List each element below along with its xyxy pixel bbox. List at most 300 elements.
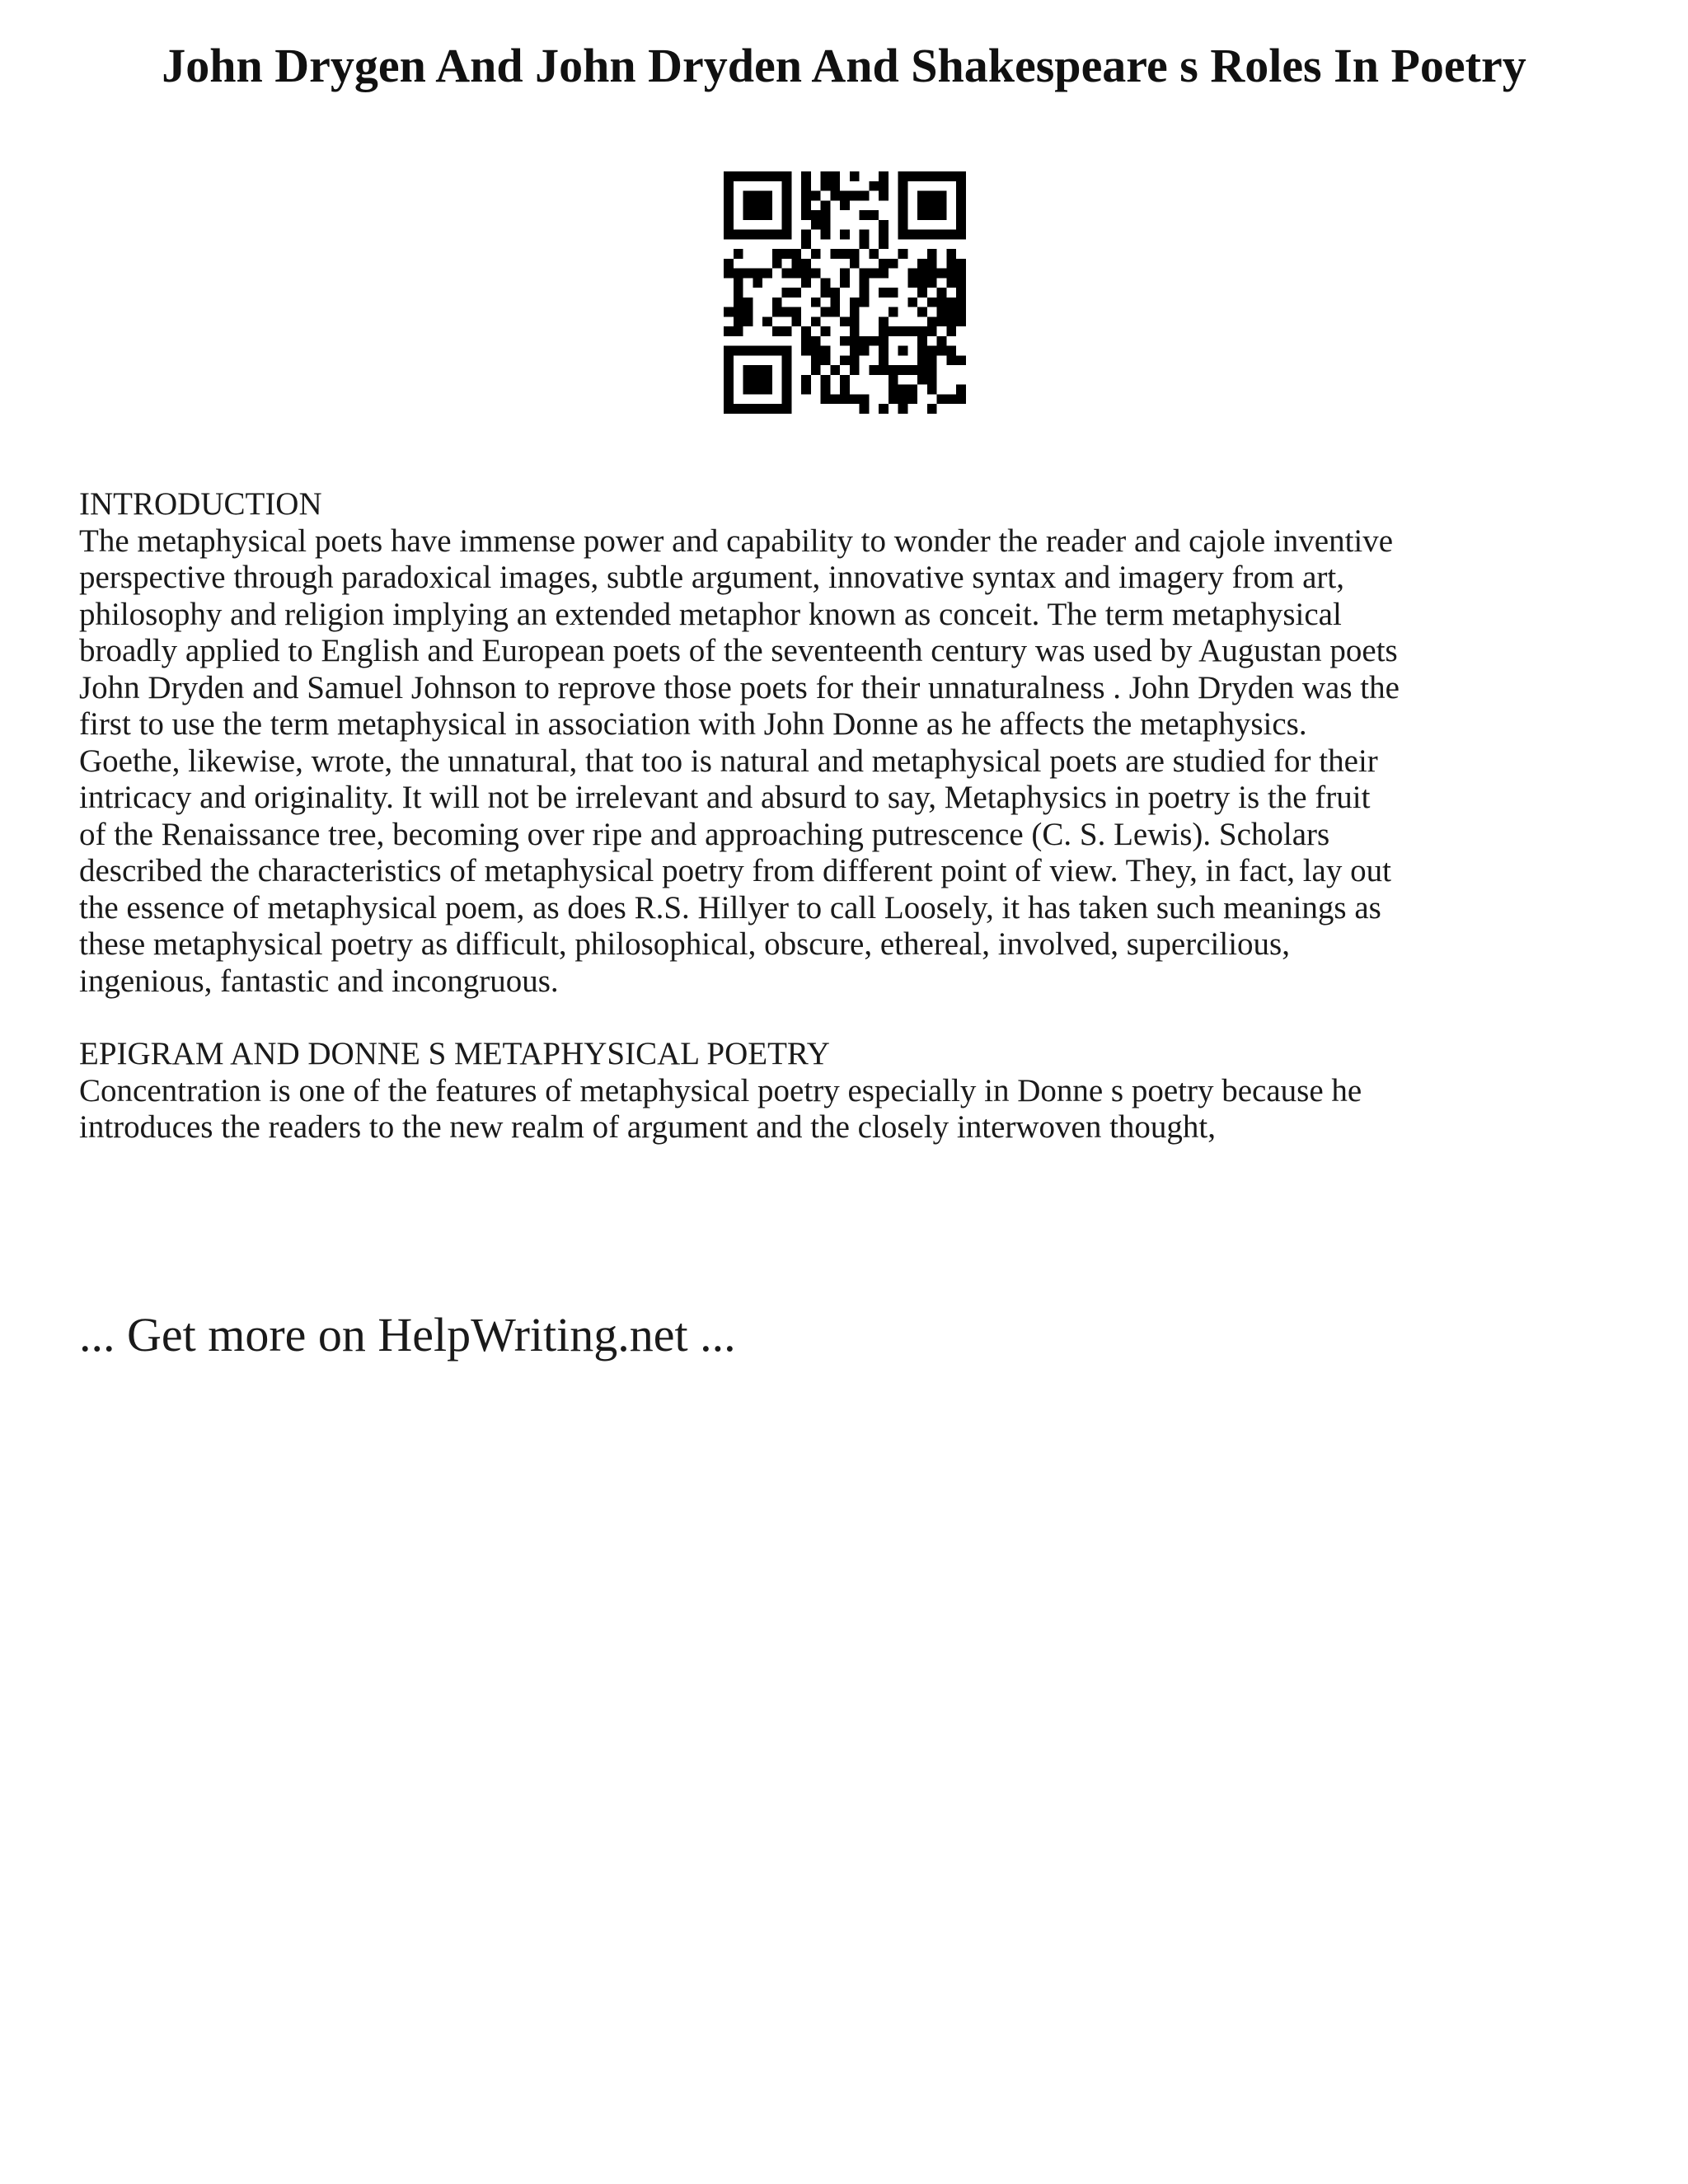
qr-module — [762, 171, 772, 181]
qr-module — [762, 375, 772, 385]
qr-module — [907, 326, 917, 336]
qr-module — [879, 336, 889, 346]
qr-module — [956, 171, 966, 181]
qr-module — [753, 404, 762, 414]
qr-module — [734, 249, 743, 259]
qr-module — [743, 404, 753, 414]
qr-module — [946, 171, 956, 181]
paragraph-line: Goethe, likewise, wrote, the unnatural, that too is natural and metaphysical poets are studied for their — [79, 743, 1378, 779]
document-body — [79, 486, 1629, 1183]
qr-module — [917, 336, 927, 346]
qr-module — [782, 394, 792, 404]
qr-module — [801, 210, 811, 220]
qr-module — [830, 288, 840, 298]
paragraph-line: of the Renaissance tree, becoming over ripe and approaching putrescence (C. S. Lewis). Scholars — [79, 816, 1330, 852]
qr-module — [937, 171, 947, 181]
qr-module — [821, 394, 831, 404]
qr-module — [782, 365, 792, 375]
qr-module — [743, 346, 753, 356]
qr-module — [782, 181, 792, 191]
qr-module — [937, 191, 947, 201]
qr-module — [821, 385, 831, 395]
qr-module — [860, 230, 870, 240]
qr-module — [782, 404, 792, 414]
qr-module — [772, 171, 782, 181]
qr-module — [801, 346, 811, 356]
qr-module — [956, 259, 966, 269]
qr-module — [917, 259, 927, 269]
qr-module — [879, 171, 889, 181]
qr-module — [898, 200, 908, 210]
qr-code-icon — [724, 171, 966, 414]
qr-module — [917, 365, 927, 375]
qr-module — [927, 191, 937, 201]
qr-module — [869, 269, 879, 279]
qr-module — [907, 269, 917, 279]
qr-module — [917, 191, 927, 201]
qr-module — [956, 307, 966, 317]
qr-module — [927, 404, 937, 414]
qr-module — [927, 355, 937, 365]
qr-module — [840, 316, 850, 326]
paragraph-line: these metaphysical poetry as difficult, philosophical, obscure, ethereal, involved, supercilious, — [79, 926, 1290, 962]
qr-module — [889, 288, 898, 298]
qr-module — [898, 404, 908, 414]
qr-module — [898, 171, 908, 181]
qr-module — [772, 346, 782, 356]
qr-module — [850, 336, 860, 346]
qr-module — [850, 249, 860, 259]
qr-module — [762, 191, 772, 201]
paragraph-line: ingenious, fantastic and incongruous. — [79, 963, 559, 999]
qr-module — [782, 200, 792, 210]
qr-module — [917, 269, 927, 279]
qr-module — [879, 220, 889, 230]
qr-module — [917, 355, 927, 365]
qr-module — [782, 249, 792, 259]
qr-module — [801, 326, 811, 336]
qr-module — [724, 220, 734, 230]
qr-module — [937, 298, 947, 307]
qr-module — [907, 171, 917, 181]
qr-module — [782, 210, 792, 220]
qr-module — [840, 249, 850, 259]
qr-module — [772, 307, 782, 317]
qr-module — [860, 210, 870, 220]
qr-module — [898, 346, 908, 356]
qr-module — [743, 365, 753, 375]
qr-module — [889, 307, 898, 317]
qr-module — [734, 278, 743, 288]
qr-module — [889, 394, 898, 404]
qr-module — [840, 394, 850, 404]
paragraph-line: Concentration is one of the features of metaphysical poetry especially in Donne s poetry because he — [79, 1072, 1362, 1108]
qr-module — [879, 316, 889, 326]
qr-module — [743, 191, 753, 201]
qr-module — [956, 200, 966, 210]
qr-module — [801, 230, 811, 240]
qr-module — [830, 249, 840, 259]
qr-module — [782, 385, 792, 395]
qr-module — [782, 288, 792, 298]
qr-module — [743, 385, 753, 395]
qr-module — [850, 326, 860, 336]
qr-module — [762, 404, 772, 414]
qr-module — [907, 394, 917, 404]
qr-module — [956, 220, 966, 230]
qr-module — [879, 259, 889, 269]
qr-module — [821, 210, 831, 220]
qr-module — [724, 346, 734, 356]
qr-module — [811, 298, 821, 307]
qr-module — [956, 191, 966, 201]
section-paragraph — [79, 523, 1629, 1001]
qr-module — [734, 298, 743, 307]
qr-module — [956, 394, 966, 404]
qr-module — [772, 249, 782, 259]
qr-module — [860, 191, 870, 201]
qr-module — [724, 259, 734, 269]
qr-module — [937, 316, 947, 326]
qr-module — [946, 249, 956, 259]
qr-module — [811, 336, 821, 346]
qr-module — [879, 288, 889, 298]
qr-module — [762, 230, 772, 240]
qr-module — [791, 249, 801, 259]
qr-module — [956, 298, 966, 307]
qr-module — [821, 181, 831, 191]
qr-module — [879, 230, 889, 240]
qr-module — [734, 171, 743, 181]
qr-module — [743, 307, 753, 317]
qr-module — [927, 375, 937, 385]
qr-module — [830, 298, 840, 307]
qr-module — [850, 355, 860, 365]
qr-module — [830, 394, 840, 404]
paragraph-line: broadly applied to English and European poets of the seventeenth century was used by Augustan poets — [79, 633, 1398, 668]
qr-module — [850, 346, 860, 356]
qr-module — [927, 346, 937, 356]
qr-module — [850, 298, 860, 307]
qr-module — [772, 326, 782, 336]
qr-module — [734, 269, 743, 279]
qr-module — [927, 230, 937, 240]
qr-module — [946, 307, 956, 317]
qr-module — [917, 346, 927, 356]
qr-module — [840, 385, 850, 395]
qr-module — [782, 230, 792, 240]
qr-module — [724, 365, 734, 375]
qr-module — [791, 288, 801, 298]
qr-module — [734, 230, 743, 240]
qr-module — [821, 288, 831, 298]
document-title: John Drygen And John Dryden And Shakespeare s Roles In Poetry — [162, 39, 1526, 92]
qr-module — [898, 210, 908, 220]
qr-module — [946, 346, 956, 356]
qr-module — [869, 249, 879, 259]
get-more-link[interactable]: ... Get more on HelpWriting.net ... — [79, 1308, 736, 1361]
qr-module — [850, 394, 860, 404]
qr-module — [917, 375, 927, 385]
paragraph-line: introduces the readers to the new realm of argument and the closely interwoven thought, — [79, 1109, 1217, 1145]
qr-module — [860, 269, 870, 279]
qr-module — [821, 355, 831, 365]
qr-module — [917, 210, 927, 220]
qr-module — [946, 278, 956, 288]
qr-module — [937, 346, 947, 356]
qr-module — [927, 210, 937, 220]
qr-module — [956, 230, 966, 240]
qr-module — [869, 336, 879, 346]
qr-module — [869, 181, 879, 191]
qr-module — [889, 365, 898, 375]
qr-module — [801, 171, 811, 181]
qr-module — [801, 269, 811, 279]
qr-module — [801, 191, 811, 201]
qr-module — [840, 191, 850, 201]
section-introduction — [79, 486, 1629, 1000]
qr-module — [956, 210, 966, 220]
qr-module — [879, 355, 889, 365]
qr-module — [821, 326, 831, 336]
paragraph-line: the essence of metaphysical poem, as does R.S. Hillyer to call Loosely, it has taken such meanings as — [79, 889, 1381, 926]
qr-module — [830, 365, 840, 375]
qr-module — [956, 316, 966, 326]
paragraph-line: first to use the term metaphysical in association with John Donne as he affects the metaphysics. — [79, 706, 1307, 742]
qr-module — [724, 404, 734, 414]
qr-module — [937, 200, 947, 210]
qr-module — [791, 307, 801, 317]
qr-module — [907, 230, 917, 240]
qr-module — [898, 326, 908, 336]
qr-module — [753, 269, 762, 279]
qr-module — [830, 191, 840, 201]
qr-module — [898, 385, 908, 395]
qr-module — [821, 278, 831, 288]
section-heading: INTRODUCTION — [79, 486, 322, 522]
qr-module — [840, 269, 850, 279]
qr-module — [927, 326, 937, 336]
qr-module — [830, 171, 840, 181]
qr-module — [850, 191, 860, 201]
qr-module — [801, 375, 811, 385]
qr-module — [927, 385, 937, 395]
qr-module — [898, 230, 908, 240]
qr-module — [801, 181, 811, 191]
qr-module — [753, 191, 762, 201]
qr-module — [724, 394, 734, 404]
qr-module — [898, 394, 908, 404]
qr-module — [724, 385, 734, 395]
qr-module — [879, 191, 889, 201]
qr-module — [879, 346, 889, 356]
qr-module — [927, 298, 937, 307]
qr-module — [917, 278, 927, 288]
qr-module — [907, 385, 917, 395]
qr-module — [782, 171, 792, 181]
qr-module — [840, 375, 850, 385]
qr-module — [743, 171, 753, 181]
qr-module — [840, 355, 850, 365]
qr-module — [927, 171, 937, 181]
qr-module — [821, 220, 831, 230]
paragraph-line: perspective through paradoxical images, subtle argument, innovative syntax and imagery from art, — [79, 560, 1344, 595]
qr-module — [869, 365, 879, 375]
qr-module — [937, 210, 947, 220]
qr-module — [772, 404, 782, 414]
qr-module — [753, 375, 762, 385]
qr-module — [762, 210, 772, 220]
qr-module — [850, 259, 860, 269]
qr-module — [937, 269, 947, 279]
qr-module — [734, 288, 743, 298]
qr-module — [879, 239, 889, 249]
qr-module — [850, 307, 860, 317]
qr-module — [762, 346, 772, 356]
qr-module — [821, 200, 831, 210]
qr-module — [724, 326, 734, 336]
qr-module — [879, 181, 889, 191]
qr-module — [830, 181, 840, 191]
qr-module — [753, 385, 762, 395]
qr-module — [917, 288, 927, 298]
qr-module — [743, 375, 753, 385]
qr-module — [927, 316, 937, 326]
qr-module — [753, 171, 762, 181]
paragraph-line: intricacy and originality. It will not be irrelevant and absurd to say, Metaphysics in poetry is the fruit — [79, 780, 1371, 815]
section-heading: EPIGRAM AND DONNE S METAPHYSICAL POETRY — [79, 1036, 830, 1071]
qr-module — [898, 249, 908, 259]
qr-module — [724, 181, 734, 191]
qr-module — [724, 171, 734, 181]
qr-module — [762, 385, 772, 395]
qr-module — [946, 316, 956, 326]
qr-module — [850, 171, 860, 181]
qr-module — [724, 355, 734, 365]
qr-module — [860, 278, 870, 288]
qr-module — [724, 200, 734, 210]
qr-module — [907, 278, 917, 288]
qr-module — [821, 171, 831, 181]
qr-module — [889, 375, 898, 385]
qr-module — [946, 230, 956, 240]
qr-module — [743, 210, 753, 220]
qr-module — [811, 220, 821, 230]
qr-module — [860, 346, 870, 356]
qr-module — [782, 326, 792, 336]
qr-module — [791, 269, 801, 279]
qr-module — [917, 230, 927, 240]
qr-module — [772, 259, 782, 269]
qr-module — [762, 269, 772, 279]
qr-module — [734, 326, 743, 336]
qr-module — [762, 316, 772, 326]
qr-module — [869, 210, 879, 220]
paragraph-line: philosophy and religion implying an extended metaphor known as conceit. The term metaphysical — [79, 596, 1342, 632]
qr-module — [946, 259, 956, 269]
qr-module — [724, 307, 734, 317]
qr-module — [840, 278, 850, 288]
qr-module — [811, 355, 821, 365]
qr-module — [782, 346, 792, 356]
qr-module — [801, 239, 811, 249]
qr-module — [743, 230, 753, 240]
qr-module — [811, 346, 821, 356]
qr-module — [850, 316, 860, 326]
qr-module — [724, 375, 734, 385]
qr-module — [937, 307, 947, 317]
qr-module — [917, 326, 927, 336]
qr-module — [753, 230, 762, 240]
qr-module — [821, 346, 831, 356]
qr-module — [743, 298, 753, 307]
qr-module — [772, 230, 782, 240]
qr-module — [956, 278, 966, 288]
qr-module — [811, 316, 821, 326]
qr-module — [811, 269, 821, 279]
qr-module — [917, 171, 927, 181]
qr-module — [860, 404, 870, 414]
qr-module — [782, 269, 792, 279]
qr-module — [917, 200, 927, 210]
qr-module — [898, 365, 908, 375]
paragraph-line: John Dryden and Samuel Johnson to reprove those poets for their unnaturalness . John Dryden was the — [79, 669, 1400, 705]
qr-module — [791, 316, 801, 326]
qr-module — [860, 298, 870, 307]
qr-module — [753, 365, 762, 375]
qr-module — [830, 307, 840, 317]
section-epigram — [79, 1036, 1629, 1146]
qr-module — [734, 404, 743, 414]
qr-module — [724, 269, 734, 279]
qr-module — [811, 249, 821, 259]
qr-module — [743, 269, 753, 279]
qr-module — [801, 259, 811, 269]
qr-module — [937, 288, 947, 298]
qr-module — [917, 307, 927, 317]
qr-module — [860, 288, 870, 298]
qr-module — [937, 336, 947, 346]
qr-module — [898, 181, 908, 191]
qr-module — [946, 394, 956, 404]
qr-module — [743, 200, 753, 210]
paragraph-line: The metaphysical poets have immense power and capability to wonder the reader and cajole inventive — [79, 523, 1394, 559]
qr-module — [801, 200, 811, 210]
qr-module — [927, 269, 937, 279]
qr-module — [743, 316, 753, 326]
section-paragraph — [79, 1073, 1629, 1146]
qr-module — [782, 375, 792, 385]
qr-module — [821, 230, 831, 240]
qr-module — [811, 210, 821, 220]
qr-module — [772, 298, 782, 307]
qr-module — [724, 210, 734, 220]
qr-module — [907, 365, 917, 375]
qr-module — [889, 259, 898, 269]
qr-module — [811, 365, 821, 375]
qr-module — [937, 230, 947, 240]
qr-module — [811, 191, 821, 201]
qr-module — [734, 346, 743, 356]
qr-module — [956, 385, 966, 395]
qr-module — [946, 326, 956, 336]
qr-module — [801, 336, 811, 346]
qr-module — [937, 394, 947, 404]
qr-module — [879, 404, 889, 414]
qr-module — [946, 298, 956, 307]
qr-module — [956, 288, 966, 298]
qr-module — [840, 230, 850, 240]
